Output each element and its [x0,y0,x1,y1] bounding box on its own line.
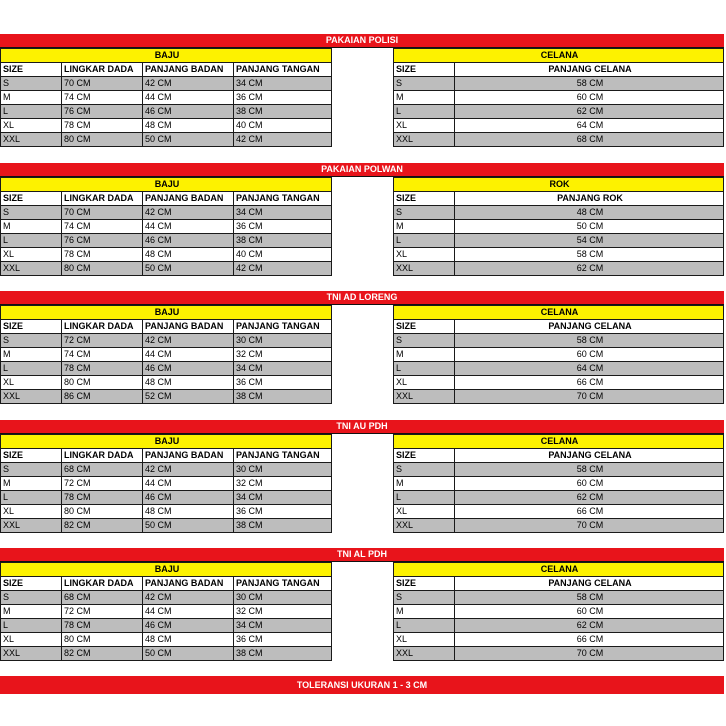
table-cell: 44 CM [143,220,234,234]
table-cell: 44 CM [143,348,234,362]
table-row [394,334,724,348]
table-cell: L [1,362,62,376]
table-cell: 30 CM [234,591,332,605]
table-row [394,605,724,619]
table-cell: XXL [1,390,62,404]
column-header: PANJANG TANGAN [234,192,332,206]
table-row [1,119,332,133]
table-cell: 58 CM [455,591,724,605]
table-cell: 68 CM [62,591,143,605]
table-cell: 44 CM [143,91,234,105]
table-cell: 34 CM [234,77,332,91]
table-cell: S [1,463,62,477]
table-row [394,633,724,647]
table-cell: 34 CM [234,619,332,633]
table-cell: 48 CM [143,633,234,647]
table-row [394,206,724,220]
left-table-title: BAJU [1,178,332,192]
table-cell: 34 CM [234,206,332,220]
table-cell: 48 CM [455,206,724,220]
table-cell: 62 CM [455,105,724,119]
table-cell: 36 CM [234,91,332,105]
table-cell: 62 CM [455,491,724,505]
table-row [394,348,724,362]
table-cell: S [1,77,62,91]
table-cell: S [394,591,455,605]
column-header: SIZE [394,577,455,591]
table-cell: M [1,91,62,105]
table-row [394,491,724,505]
table-row [1,647,332,661]
table-cell: XXL [394,262,455,276]
column-header: LINGKAR DADA [62,192,143,206]
table-row [1,262,332,276]
table-row [1,390,332,404]
table-cell: 42 CM [234,262,332,276]
table-cell: 48 CM [143,376,234,390]
column-header: PANJANG CELANA [455,320,724,334]
right-table [393,177,724,276]
table-cell: M [1,605,62,619]
table-cell: 46 CM [143,105,234,119]
table-row [1,105,332,119]
table-cell: 80 CM [62,262,143,276]
column-header: PANJANG TANGAN [234,63,332,77]
right-table-title: CELANA [394,563,724,577]
table-row [1,591,332,605]
table-row [1,505,332,519]
table-cell: M [1,220,62,234]
table-cell: XL [394,376,455,390]
table-cell: XXL [394,519,455,533]
table-row [394,390,724,404]
table-cell: 82 CM [62,647,143,661]
table-cell: XXL [1,133,62,147]
table-cell: 80 CM [62,633,143,647]
table-cell: 50 CM [143,519,234,533]
column-header: PANJANG BADAN [143,449,234,463]
table-cell: 42 CM [143,334,234,348]
table-row [394,591,724,605]
column-header: SIZE [394,320,455,334]
column-header: SIZE [394,63,455,77]
table-cell: XXL [1,519,62,533]
table-row [394,248,724,262]
table-cell: 78 CM [62,248,143,262]
table-cell: 66 CM [455,376,724,390]
right-table-title: CELANA [394,306,724,320]
table-cell: 58 CM [455,77,724,91]
column-header: PANJANG CELANA [455,577,724,591]
section-title: TNI AD LORENG [0,291,724,305]
table-row [1,348,332,362]
table-cell: 74 CM [62,348,143,362]
table-row [394,519,724,533]
table-cell: S [394,334,455,348]
table-row [1,248,332,262]
table-cell: 82 CM [62,519,143,533]
table-row [394,133,724,147]
table-cell: XXL [394,133,455,147]
table-cell: S [394,206,455,220]
table-cell: L [1,105,62,119]
table-cell: S [1,591,62,605]
table-row [1,133,332,147]
table-cell: 48 CM [143,248,234,262]
table-row [1,605,332,619]
table-row [1,376,332,390]
column-header: PANJANG BADAN [143,63,234,77]
table-row [394,105,724,119]
table-cell: 70 CM [455,647,724,661]
table-cell: 44 CM [143,477,234,491]
table-cell: 60 CM [455,605,724,619]
table-cell: 78 CM [62,619,143,633]
table-cell: L [394,105,455,119]
table-cell: 50 CM [143,647,234,661]
table-cell: 58 CM [455,334,724,348]
table-cell: 42 CM [234,133,332,147]
table-cell: 42 CM [143,463,234,477]
table-cell: L [394,619,455,633]
table-cell: 38 CM [234,234,332,248]
table-cell: 36 CM [234,505,332,519]
table-cell: 38 CM [234,519,332,533]
table-cell: XL [394,505,455,519]
table-cell: XL [1,248,62,262]
table-row [394,220,724,234]
right-table [393,48,724,147]
table-row [1,91,332,105]
table-cell: 46 CM [143,362,234,376]
column-header: SIZE [1,192,62,206]
table-cell: XL [1,119,62,133]
table-cell: M [394,91,455,105]
column-header: SIZE [1,577,62,591]
table-cell: XL [1,505,62,519]
table-cell: 66 CM [455,505,724,519]
table-cell: 76 CM [62,234,143,248]
table-cell: 36 CM [234,220,332,234]
table-cell: 40 CM [234,248,332,262]
table-row [394,477,724,491]
table-cell: 32 CM [234,348,332,362]
table-row [394,77,724,91]
table-row [394,362,724,376]
table-row [394,234,724,248]
table-row [394,376,724,390]
table-cell: 34 CM [234,491,332,505]
column-header: SIZE [394,449,455,463]
table-cell: M [394,605,455,619]
table-row [1,519,332,533]
left-table [0,562,332,661]
table-cell: 58 CM [455,463,724,477]
table-cell: 48 CM [143,119,234,133]
table-cell: 40 CM [234,119,332,133]
column-header: SIZE [1,320,62,334]
table-cell: 48 CM [143,505,234,519]
table-row [394,119,724,133]
table-cell: 60 CM [455,91,724,105]
table-cell: 36 CM [234,376,332,390]
table-row [1,334,332,348]
table-cell: M [1,348,62,362]
table-cell: 30 CM [234,463,332,477]
table-row [394,647,724,661]
table-cell: 74 CM [62,220,143,234]
table-cell: 80 CM [62,376,143,390]
table-cell: 86 CM [62,390,143,404]
table-cell: 38 CM [234,647,332,661]
section-title: TNI AL PDH [0,548,724,562]
section-title: PAKAIAN POLISI [0,34,724,48]
table-cell: XXL [394,390,455,404]
table-cell: 50 CM [455,220,724,234]
table-cell: 74 CM [62,91,143,105]
right-table [393,305,724,404]
table-cell: S [394,77,455,91]
table-cell: 78 CM [62,362,143,376]
column-header: PANJANG CELANA [455,63,724,77]
table-row [1,477,332,491]
left-table [0,48,332,147]
section-title: TNI AU PDH [0,420,724,434]
table-cell: 78 CM [62,119,143,133]
tolerance-banner: TOLERANSI UKURAN 1 - 3 CM [0,676,724,694]
table-cell: 60 CM [455,348,724,362]
column-header: LINGKAR DADA [62,449,143,463]
table-row [1,463,332,477]
table-cell: 64 CM [455,362,724,376]
table-cell: 70 CM [62,206,143,220]
table-row [394,262,724,276]
table-cell: 50 CM [143,133,234,147]
column-header: LINGKAR DADA [62,577,143,591]
column-header: LINGKAR DADA [62,63,143,77]
table-cell: 72 CM [62,605,143,619]
table-cell: 44 CM [143,605,234,619]
table-cell: XL [1,376,62,390]
table-row [394,505,724,519]
table-cell: 30 CM [234,334,332,348]
table-row [1,491,332,505]
column-header: PANJANG BADAN [143,577,234,591]
table-cell: S [1,206,62,220]
table-cell: 66 CM [455,633,724,647]
table-cell: 80 CM [62,505,143,519]
table-cell: 46 CM [143,234,234,248]
table-cell: L [1,619,62,633]
right-table-title: ROK [394,178,724,192]
left-table-title: BAJU [1,49,332,63]
table-cell: S [394,463,455,477]
table-row [1,206,332,220]
right-table [393,562,724,661]
left-table-title: BAJU [1,563,332,577]
table-cell: 38 CM [234,390,332,404]
table-cell: 68 CM [62,463,143,477]
table-row [1,633,332,647]
column-header: PANJANG TANGAN [234,577,332,591]
table-cell: L [394,234,455,248]
table-cell: 46 CM [143,491,234,505]
table-cell: S [1,334,62,348]
table-row [1,619,332,633]
table-cell: 32 CM [234,605,332,619]
table-row [1,220,332,234]
table-cell: XL [1,633,62,647]
table-cell: 70 CM [455,519,724,533]
right-table-title: CELANA [394,435,724,449]
column-header: PANJANG ROK [455,192,724,206]
table-cell: 78 CM [62,491,143,505]
table-cell: M [394,477,455,491]
table-cell: 72 CM [62,477,143,491]
table-row [394,463,724,477]
table-cell: 42 CM [143,77,234,91]
column-header: LINGKAR DADA [62,320,143,334]
table-cell: 60 CM [455,477,724,491]
table-cell: L [1,491,62,505]
table-cell: 42 CM [143,591,234,605]
table-cell: 62 CM [455,262,724,276]
section-title: PAKAIAN POLWAN [0,163,724,177]
table-cell: 36 CM [234,633,332,647]
table-cell: 54 CM [455,234,724,248]
table-row [394,91,724,105]
table-cell: 62 CM [455,619,724,633]
table-cell: L [394,362,455,376]
table-cell: XXL [1,647,62,661]
table-cell: 68 CM [455,133,724,147]
column-header: PANJANG TANGAN [234,320,332,334]
column-header: SIZE [1,449,62,463]
table-row [1,77,332,91]
left-table [0,434,332,533]
table-cell: XXL [394,647,455,661]
table-cell: 76 CM [62,105,143,119]
table-cell: XL [394,119,455,133]
table-cell: 46 CM [143,619,234,633]
table-cell: 80 CM [62,133,143,147]
table-cell: 52 CM [143,390,234,404]
table-cell: XL [394,633,455,647]
column-header: PANJANG CELANA [455,449,724,463]
table-cell: XXL [1,262,62,276]
table-cell: L [1,234,62,248]
right-table [393,434,724,533]
table-cell: L [394,491,455,505]
table-row [1,234,332,248]
column-header: PANJANG TANGAN [234,449,332,463]
table-cell: M [394,348,455,362]
table-cell: 58 CM [455,248,724,262]
table-cell: 70 CM [62,77,143,91]
table-cell: M [1,477,62,491]
table-cell: 34 CM [234,362,332,376]
table-cell: 42 CM [143,206,234,220]
column-header: PANJANG BADAN [143,192,234,206]
right-table-title: CELANA [394,49,724,63]
left-table-title: BAJU [1,435,332,449]
table-cell: XL [394,248,455,262]
left-table [0,305,332,404]
table-cell: 32 CM [234,477,332,491]
table-cell: 38 CM [234,105,332,119]
left-table [0,177,332,276]
table-row [394,619,724,633]
table-cell: 70 CM [455,390,724,404]
column-header: PANJANG BADAN [143,320,234,334]
table-cell: M [394,220,455,234]
table-row [1,362,332,376]
table-cell: 64 CM [455,119,724,133]
table-cell: 50 CM [143,262,234,276]
left-table-title: BAJU [1,306,332,320]
table-cell: 72 CM [62,334,143,348]
column-header: SIZE [394,192,455,206]
column-header: SIZE [1,63,62,77]
